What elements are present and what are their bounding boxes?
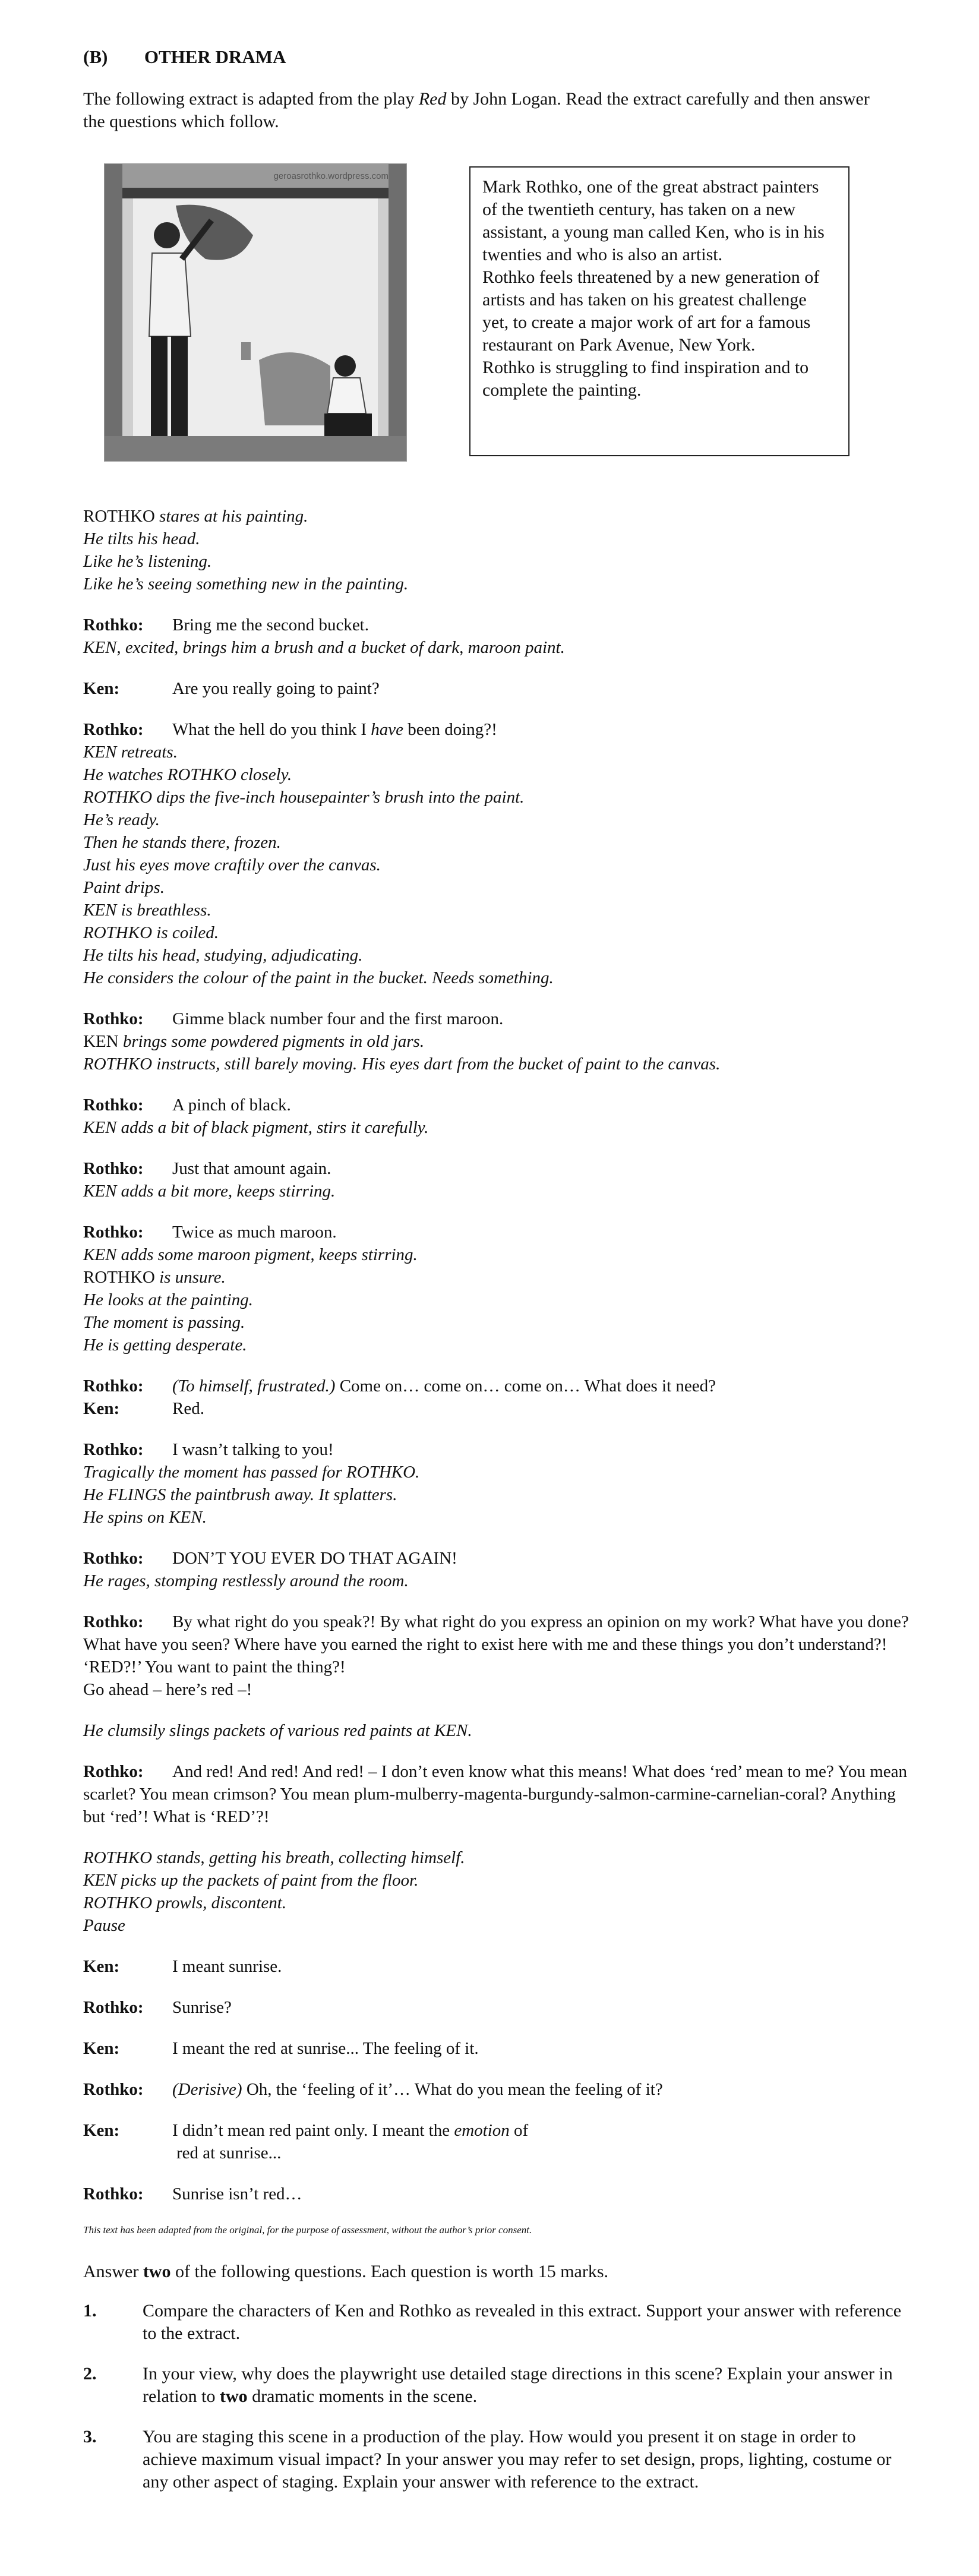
question-text: Compare the characters of Ken and Rothko as revealed in this extract. Support your answer with reference to the extract. — [143, 2301, 902, 2343]
speaker-label: Rothko: — [83, 615, 144, 634]
stage-direction: stares at his painting. — [154, 507, 308, 526]
stage-direction: He spins on KEN. — [83, 1508, 207, 1527]
speaker-label: Rothko: — [83, 1762, 144, 1781]
speaker-label: Rothko: — [83, 2184, 144, 2204]
stage-direction: He’s ready. — [83, 810, 160, 829]
script-block — [83, 718, 909, 989]
script-block — [83, 1375, 909, 1420]
speaker-label: Rothko: — [83, 2080, 144, 2099]
dialogue-line: I didn’t mean red paint only. I meant the emotion of — [172, 2121, 529, 2140]
stage-direction: He rages, stomping restlessly around the room. — [83, 1571, 409, 1590]
intro-text-end: by John Logan. Read the extract carefully and then answer the questions which follow. — [83, 89, 870, 131]
stage-direction: He is getting desperate. — [83, 1336, 247, 1355]
speaker-label: Rothko: — [83, 1440, 144, 1459]
stage-direction: He watches ROTHKO closely. — [83, 765, 292, 784]
question-number: 3. — [83, 2427, 97, 2446]
speaker-label: Rothko: — [83, 1998, 144, 2017]
stage-direction: KEN adds some maroon pigment, keeps stirring. — [83, 1245, 418, 1264]
section-label: (B) — [83, 46, 108, 67]
script-block — [83, 505, 909, 595]
stage-direction: KEN picks up the packets of paint from the floor. — [83, 1871, 419, 1890]
stage-direction: Like he’s listening. — [83, 552, 212, 571]
script-block — [83, 1157, 909, 1202]
speaker-label: Rothko: — [83, 1096, 144, 1115]
intro-paragraph — [83, 88, 891, 133]
speaker-label: Rothko: — [83, 720, 144, 739]
stage-direction: KEN adds a bit of black pigment, stirs it carefully. — [83, 1118, 429, 1137]
speaker-label: Ken: — [83, 1399, 120, 1418]
script-block — [83, 1611, 909, 1701]
stage-direction: Tragically the moment has passed for ROTHKO. — [83, 1463, 420, 1482]
stage-direction: ROTHKO prowls, discontent. — [83, 1893, 287, 1912]
speaker-label: Ken: — [83, 1957, 120, 1976]
script-block — [83, 1996, 909, 2019]
dialogue-line: I wasn’t talking to you! — [172, 1440, 334, 1459]
photo-credit: geroasrothko.wordpress.com — [273, 171, 389, 181]
context-para-3: Rothko is struggling to find inspiration and to complete the painting. — [482, 358, 809, 400]
stage-direction: The moment is passing. — [83, 1313, 245, 1332]
adaptation-note: This text has been adapted from the original, for the purpose of assessment, without the author’s prior consent. — [83, 2224, 532, 2236]
dialogue-line: I meant the red at sunrise... The feeling of it. — [172, 2039, 479, 2058]
stage-direction: ROTHKO is coiled. — [83, 923, 219, 942]
speaker-label: Rothko: — [83, 1009, 144, 1028]
stage-direction: brings some powdered pigments in old jars. — [118, 1032, 425, 1051]
play-extract — [83, 505, 909, 2511]
question-item — [83, 2300, 909, 2345]
section-title: OTHER DRAMA — [144, 46, 286, 67]
dialogue-line: Twice as much maroon. — [172, 1223, 337, 1242]
dialogue-line: Are you really going to paint? — [172, 679, 380, 698]
speaker-label: Rothko: — [83, 1159, 144, 1178]
dialogue-line: What the hell do you think I have been doing?! — [172, 720, 497, 739]
script-block — [83, 1438, 909, 1529]
context-box — [469, 166, 849, 456]
question-item — [83, 2363, 909, 2408]
context-para-1: Mark Rothko, one of the great abstract painters of the twentieth century, has taken on a new assistant, a young man called Ken, who is in his twenties and who is also an artist. — [482, 177, 825, 264]
script-block — [83, 2037, 909, 2060]
dialogue-line: (To himself, frustrated.) Come on… come on… come on… What does it need? — [172, 1377, 716, 1396]
script-block — [83, 1846, 909, 1937]
stage-direction: He looks at the painting. — [83, 1290, 253, 1309]
dialogue-line: A pinch of black. — [172, 1096, 291, 1115]
speaker-label: Ken: — [83, 679, 120, 698]
script-block — [83, 1221, 909, 1356]
script-block — [83, 2119, 909, 2164]
script-block — [83, 1547, 909, 1592]
question-text: You are staging this scene in a production of the play. How would you present it on stage in order to achieve maximum visual impact? In your answer you may refer to set design, props, lighting, costume or any other aspect of staging. Explain your answer with reference to the extract. — [143, 2427, 892, 2492]
dialogue-line: Gimme black number four and the first maroon. — [172, 1009, 504, 1028]
stage-direction: He FLINGS the paintbrush away. It splatters. — [83, 1485, 397, 1504]
speaker-label: Rothko: — [83, 1612, 144, 1631]
stage-direction: ROTHKO instructs, still barely moving. His eyes dart from the bucket of paint to the canvas. — [83, 1055, 721, 1074]
script-block — [83, 1955, 909, 1978]
dialogue-line: Sunrise isn’t red… — [172, 2184, 302, 2204]
dialogue-line: Red. — [172, 1399, 204, 1418]
question-number: 1. — [83, 2301, 97, 2321]
stage-direction: is unsure. — [154, 1268, 226, 1287]
script-block — [83, 1008, 909, 1075]
stage-direction: Just his eyes move craftily over the canvas. — [83, 855, 381, 875]
dialogue-line: DON’T YOU EVER DO THAT AGAIN! — [172, 1549, 457, 1568]
dialogue-line: Rothko: By what right do you speak?! By what right do you express an opinion on my work? What have you done? What have you seen? Where have you earned the right to exist here with me and these things you don’t understand?! ‘RED?!’ You want to paint the thing?! — [83, 1611, 909, 1678]
script-block — [83, 2183, 909, 2205]
script-block — [83, 1094, 909, 1139]
stage-direction: He considers the colour of the paint in the bucket. Needs something. — [83, 968, 554, 987]
speaker-label: Rothko: — [83, 1377, 144, 1396]
intro-text-start: The following extract is adapted from the play — [83, 89, 419, 109]
context-para-2: Rothko feels threatened by a new generation of artists and has taken on his greatest challenge yet, to create a major work of art for a famous restaurant on Park Avenue, New York. — [482, 267, 820, 355]
stage-direction: Like he’s seeing something new in the painting. — [83, 574, 409, 594]
script-block — [83, 677, 909, 700]
script-block — [83, 1719, 909, 1742]
speaker-label: Ken: — [83, 2039, 120, 2058]
dialogue-line: (Derisive) Oh, the ‘feeling of it’… What do you mean the feeling of it? — [172, 2080, 663, 2099]
photo-illustration — [105, 164, 406, 461]
rothko-photo — [104, 163, 407, 462]
script-block — [83, 1760, 909, 1828]
stage-direction: KEN is breathless. — [83, 901, 211, 920]
stage-direction: KEN adds a bit more, keeps stirring. — [83, 1182, 336, 1201]
question-text: In your view, why does the playwright use detailed stage directions in this scene? Explain your answer in relation to two dramatic moments in the scene. — [143, 2364, 893, 2406]
stage-direction: He tilts his head. — [83, 529, 200, 548]
question-item — [83, 2426, 909, 2493]
dialogue-line: red at sunrise... — [176, 2143, 282, 2163]
dialogue-line: I meant sunrise. — [172, 1957, 282, 1976]
stage-direction: KEN retreats. — [83, 743, 178, 762]
stage-direction: ROTHKO dips the five-inch housepainter’s brush into the paint. — [83, 788, 525, 807]
task-instruction: Answer two of the following questions. Each question is worth 15 marks. — [83, 2262, 609, 2281]
stage-direction: He clumsily slings packets of various red paints at KEN. — [83, 1721, 472, 1740]
script-block — [83, 614, 909, 659]
speaker-label: Rothko: — [83, 1549, 144, 1568]
speaker-label: Ken: — [83, 2121, 120, 2140]
stage-direction: Then he stands there, frozen. — [83, 833, 281, 852]
dialogue-line: Rothko: And red! And red! And red! – I don’t even know what this means! What does ‘red’ mean to me? You mean scarlet? You mean crimson? You mean plum-mulberry-magenta-burgundy-salmon-carmine-carnelian-coral? Anything but ‘red’! What is ‘RED’?! — [83, 1760, 909, 1828]
speaker-label: Rothko: — [83, 1223, 144, 1242]
dialogue-line: Bring me the second bucket. — [172, 615, 369, 634]
dialogue-line: Sunrise? — [172, 1998, 232, 2017]
stage-direction: Paint drips. — [83, 878, 165, 897]
question-number: 2. — [83, 2364, 97, 2384]
section-heading — [83, 46, 286, 68]
stage-direction: KEN, excited, brings him a brush and a bucket of dark, maroon paint. — [83, 638, 565, 657]
stage-direction: Pause — [83, 1916, 125, 1935]
character-name: ROTHKO — [83, 507, 155, 526]
stage-direction: He tilts his head, studying, adjudicating. — [83, 946, 363, 965]
script-block — [83, 2078, 909, 2101]
stage-direction: ROTHKO stands, getting his breath, collecting himself. — [83, 1848, 465, 1867]
character-name: ROTHKO — [83, 1268, 155, 1287]
dialogue-line: Just that amount again. — [172, 1159, 331, 1178]
play-title: Red — [418, 89, 447, 109]
character-name: KEN — [83, 1032, 119, 1051]
dialogue-line: Go ahead – here’s red –! — [83, 1680, 252, 1699]
